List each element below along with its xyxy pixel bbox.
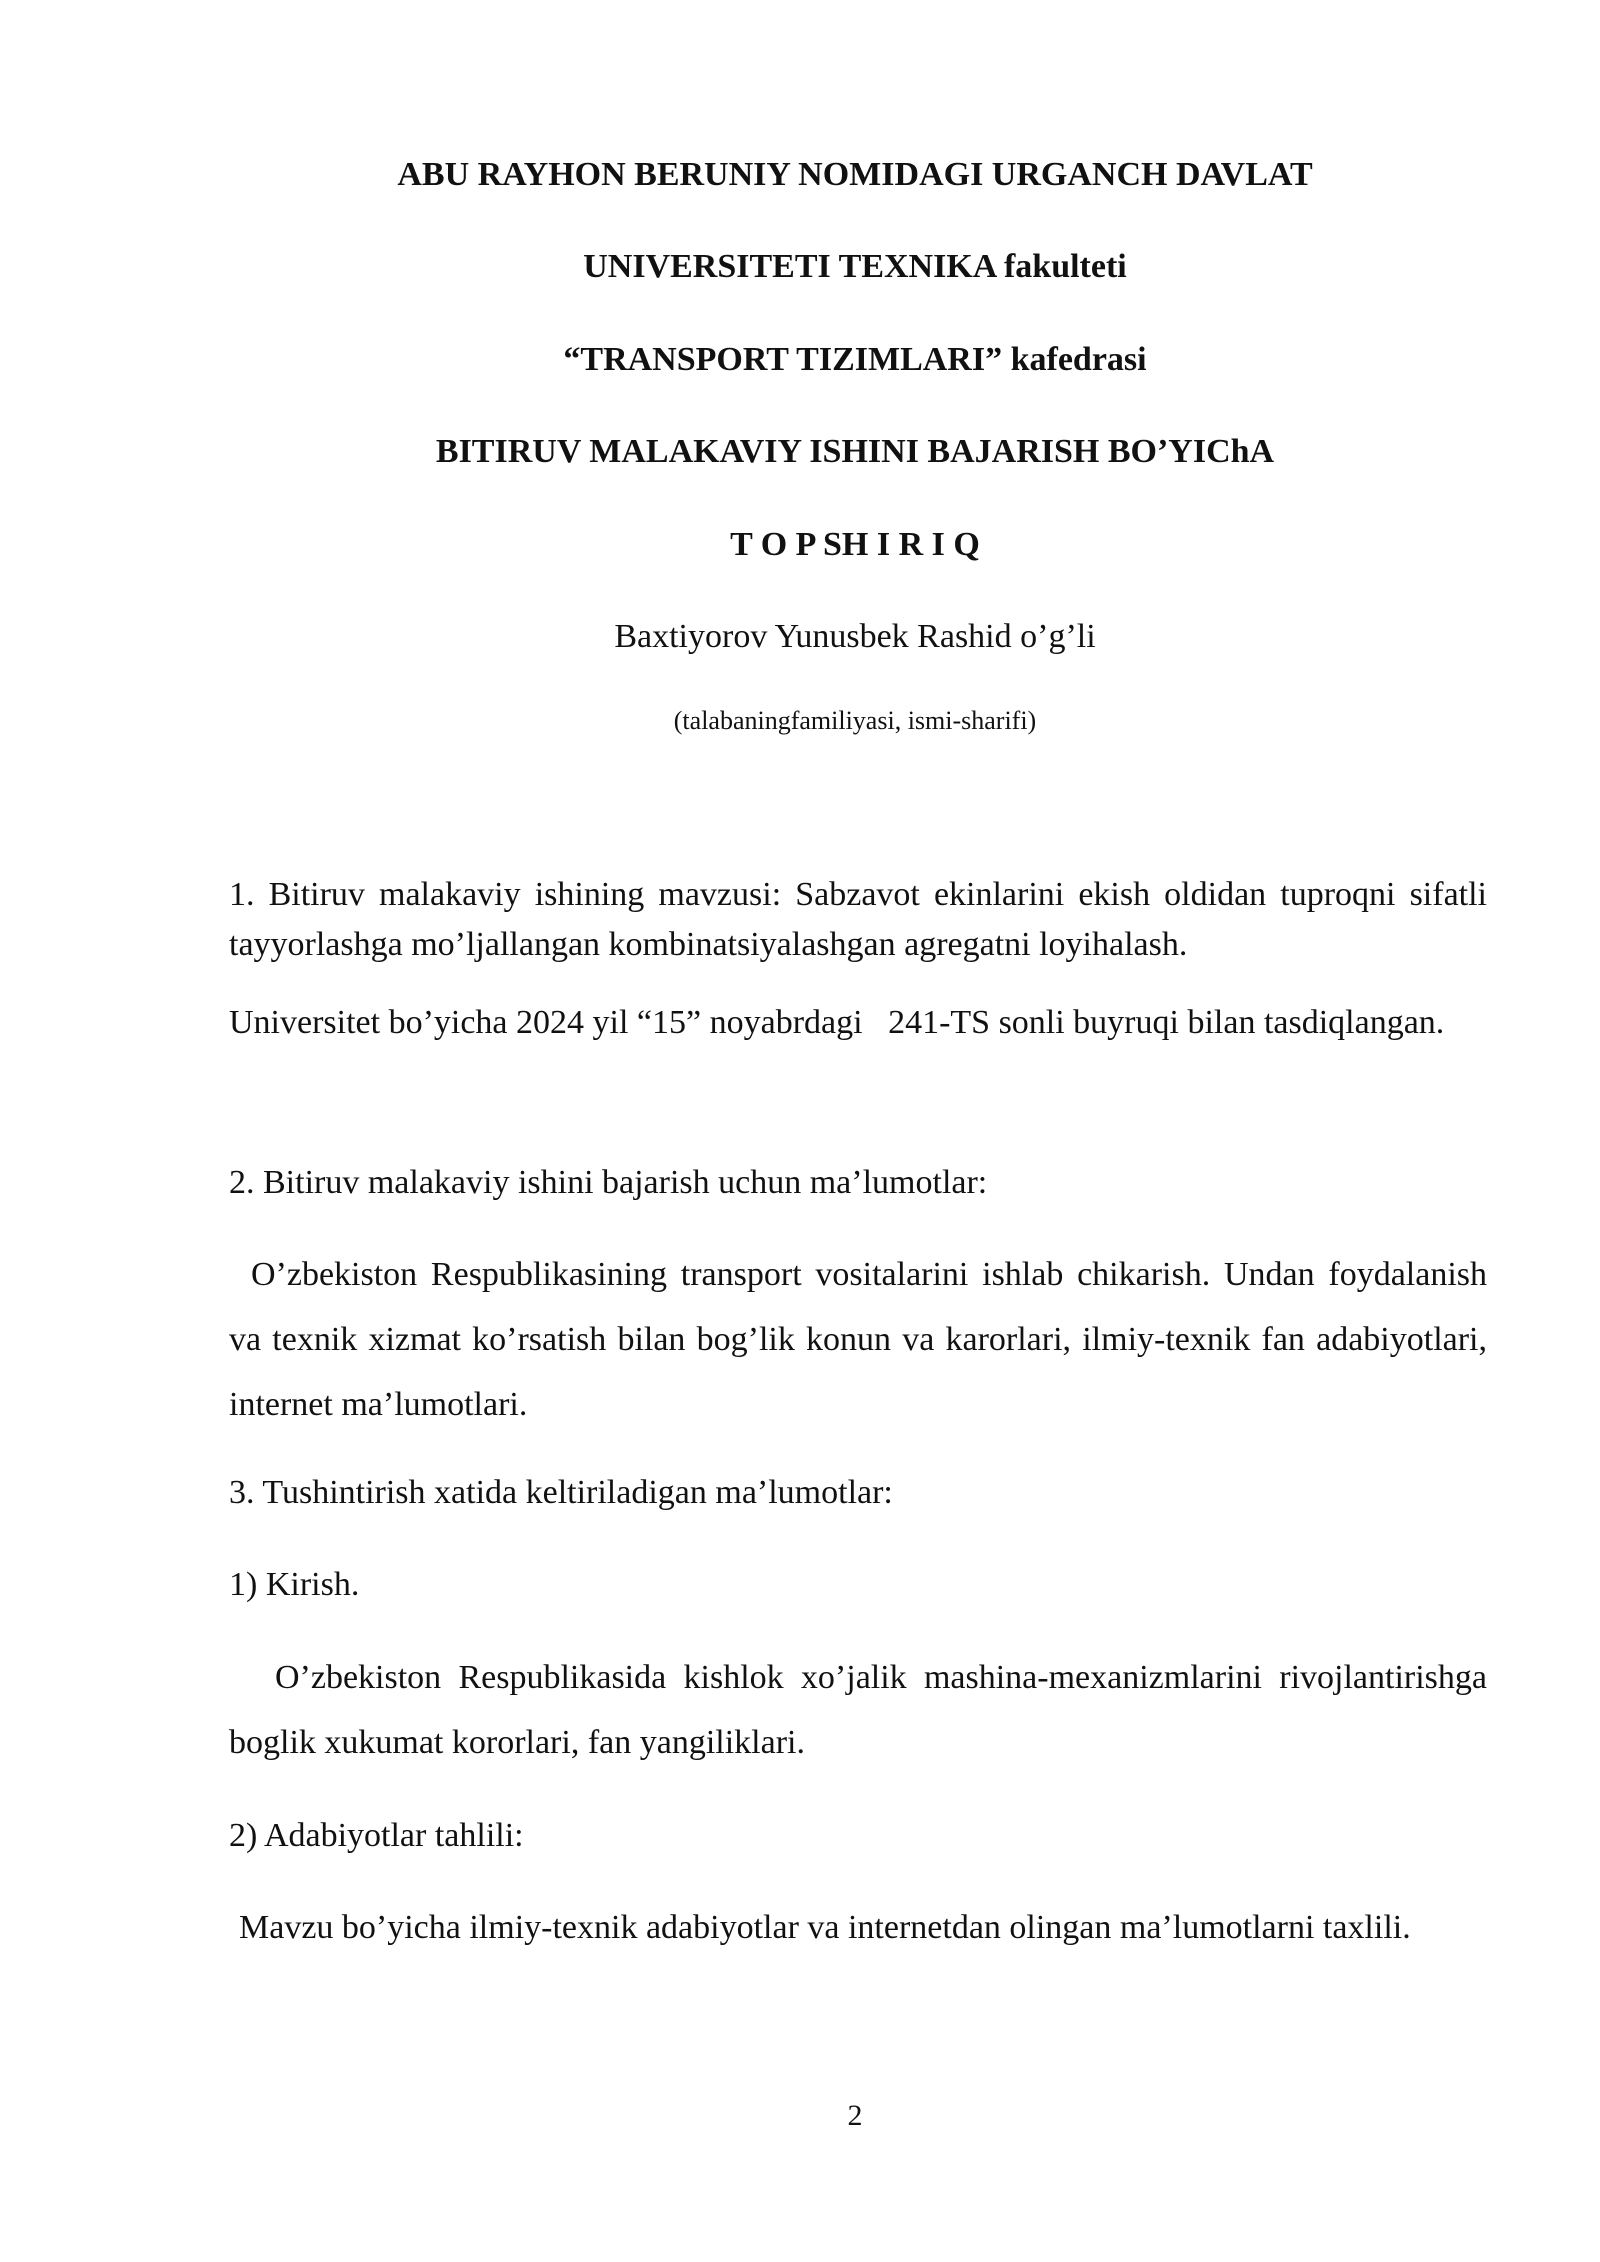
university-title-line2: UNIVERSITETI TEXNIKA fakulteti [583, 248, 1127, 285]
student-name: Baxtiyorov Yunusbek Rashid o’g’li [614, 618, 1096, 655]
approval-text-part1: Universitet bo’yicha 2024 yil “15” noyabrdagi [229, 1004, 863, 1041]
thesis-topic-paragraph: 1. Bitiruv malakaviy ishining mavzusi: Sabzavot ekinlarini ekish oldidan tuproqni sifatli tayyorlashga mo’ljallangan kombinatsiyalashgan agregatni loyihalash. [229, 876, 1487, 963]
department-title: “TRANSPORT TIZIMLARI” kafedrasi [563, 341, 1147, 378]
literature-review-text: Mavzu bo’yicha ilmiy-texnik adabiyotlar va internetdan olingan ma’lumotlarni taxlili. [239, 1909, 1411, 1946]
literature-review-heading: 2) Adabiyotlar tahlili: [229, 1817, 524, 1854]
page-number: 2 [847, 2099, 863, 2132]
data-section-heading: 2. Bitiruv malakaviy ishini bajarish uchun ma’lumotlar: [229, 1164, 988, 1201]
explanatory-note-heading: 3. Tushintirish xatida keltiriladigan ma’lumotlar: [229, 1474, 893, 1511]
approval-paragraph [229, 990, 1487, 1055]
university-title-line1: ABU RAYHON BERUNIY NOMIDAGI URGANCH DAVLAT [397, 156, 1313, 193]
assignment-heading: BITIRUV MALAKAVIY ISHINI BAJARISH BO’YIChA [435, 433, 1275, 470]
introduction-heading: 1) Kirish. [229, 1566, 360, 1603]
data-section-text: O’zbekiston Respublikasining transport vositalarini ishlab chikarish. Undan foydalanish va texnik xizmat ko’rsatish bilan bog’lik konun va karorlari, ilmiy-texnik fan adabiyotlari, internet ma’lumotlari. [229, 1256, 1487, 1423]
assignment-title: T O P SH I R I Q [730, 526, 980, 563]
student-name-caption: (talabaningfamiliyasi, ismi-sharifi) [673, 706, 1037, 735]
introduction-text: O’zbekiston Respublikasida kishlok xo’jalik mashina-mexanizmlarini rivojlantirishga boglik xukumat kororlari, fan yangiliklari. [229, 1659, 1487, 1761]
approval-text-part2: 241-TS sonli buyruqi bilan tasdiqlangan. [888, 1004, 1445, 1041]
